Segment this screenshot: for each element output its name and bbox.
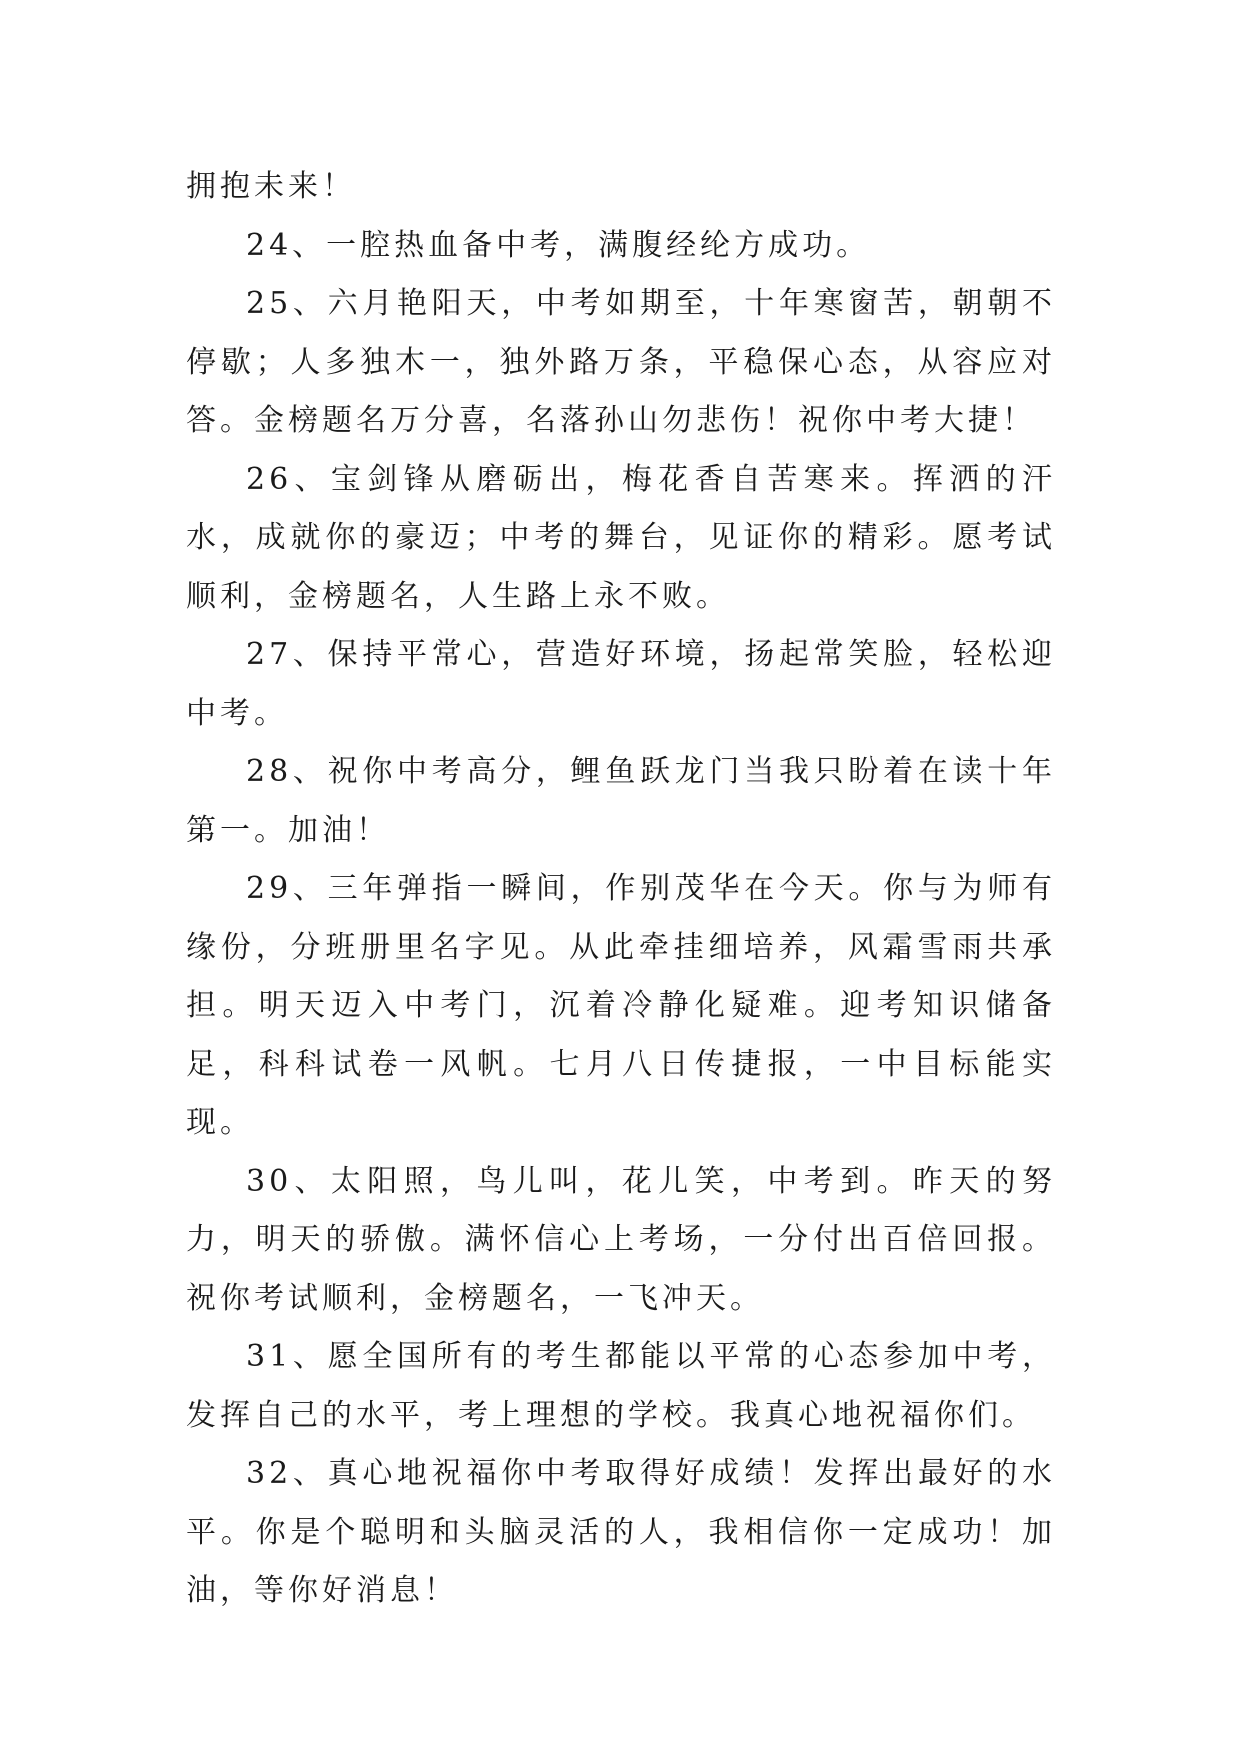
document-body bbox=[186, 158, 1056, 1621]
paragraph-continuation: 拥抱未来！ bbox=[186, 169, 356, 204]
paragraph-item-29: 29、三年弹指一瞬间，作别茂华在今天。你与为师有缘份，分班册里名字见。从此牵挂细培养，风霜雪雨共承担。明天迈入中考门，沉着冷静化疑难。迎考知识储备足，科科试卷一风帆。七月八日传捷报，一中目标能实现。 bbox=[186, 871, 1056, 1140]
paragraph-item-31: 31、愿全国所有的考生都能以平常的心态参加中考，发挥自己的水平，考上理想的学校。我真心地祝福你们。 bbox=[186, 1339, 1056, 1433]
paragraph-item-25: 25、六月艳阳天，中考如期至，十年寒窗苦，朝朝不停歇；人多独木一，独外路万条，平稳保心态，从容应对答。金榜题名万分喜，名落孙山勿悲伤！祝你中考大捷！ bbox=[186, 286, 1056, 438]
paragraph-item-27: 27、保持平常心，营造好环境，扬起常笑脸，轻松迎中考。 bbox=[186, 637, 1056, 731]
paragraph-item-24: 24、一腔热血备中考，满腹经纶方成功。 bbox=[246, 227, 871, 263]
paragraph-item-28: 28、祝你中考高分，鲤鱼跃龙门当我只盼着在读十年第一。加油！ bbox=[186, 754, 1056, 848]
paragraph-item-26: 26、宝剑锋从磨砺出，梅花香自苦寒来。挥洒的汗水，成就你的豪迈；中考的舞台，见证你的精彩。愿考试顺利，金榜题名，人生路上永不败。 bbox=[186, 461, 1056, 614]
paragraph-item-32: 32、真心地祝福你中考取得好成绩！发挥出最好的水平。你是个聪明和头脑灵活的人，我相信你一定成功！加油，等你好消息！ bbox=[186, 1456, 1056, 1608]
paragraph-item-30: 30、太阳照，鸟儿叫，花儿笑，中考到。昨天的努力，明天的骄傲。满怀信心上考场，一分付出百倍回报。祝你考试顺利，金榜题名，一飞冲天。 bbox=[186, 1163, 1056, 1316]
